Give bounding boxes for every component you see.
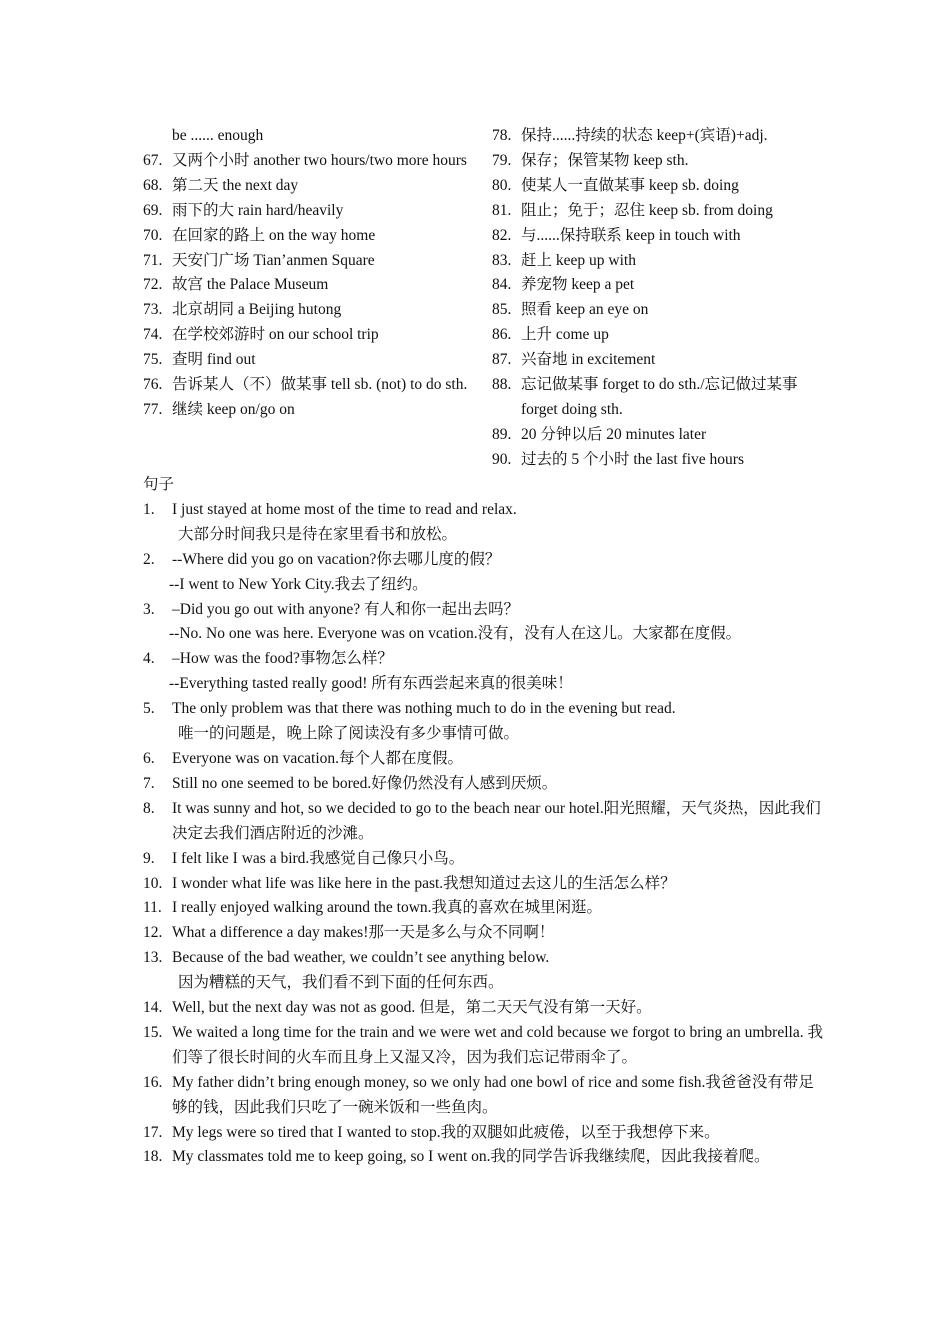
item-number: 85.: [492, 301, 512, 319]
vocabulary-item: [492, 348, 823, 373]
sentence-text: I really enjoyed walking around the town.我真的喜欢在城里闲逛。: [172, 899, 603, 917]
sentence-text: Everyone was on vacation.每个人都在度假。: [172, 749, 463, 767]
item-number: 77.: [143, 400, 163, 418]
item-text: 继续 keep on/go on: [172, 400, 295, 418]
sentence-item: [143, 647, 823, 672]
sentence-item: [143, 1121, 823, 1146]
sentence-number: 8.: [143, 799, 155, 817]
item-number: 67.: [143, 151, 163, 169]
vocabulary-item: [492, 448, 823, 473]
sentence-item: [143, 1145, 823, 1170]
sentence-text: My legs were so tired that I wanted to stop.我的双腿如此疲倦，以至于我想停下来。: [172, 1123, 720, 1141]
sentences-section: [143, 473, 823, 1170]
sentences-heading: 句子: [143, 476, 175, 493]
vocabulary-item: [143, 224, 492, 249]
sentence-text: The only problem was that there was nothing much to do in the evening but read.: [172, 700, 676, 718]
item-number: 71.: [143, 251, 163, 269]
vocabulary-right-column: [492, 124, 823, 473]
sentence-translation: 唯一的问题是，晚上除了阅读没有多少事情可做。: [178, 725, 520, 743]
item-text: 在学校郊游时 on our school trip: [172, 326, 379, 344]
item-text: 赶上 keep up with: [521, 251, 636, 269]
sentence-item: [143, 598, 823, 623]
vocabulary-item: [143, 249, 492, 274]
item-text: 又两个小时 another two hours/two more hours: [172, 151, 467, 169]
sentence-number: 2.: [143, 550, 155, 568]
sentence-item: [143, 747, 823, 772]
sentence-number: 4.: [143, 650, 155, 668]
item-text: 过去的 5 个小时 the last five hours: [521, 450, 745, 468]
item-text: 阻止；免于；忍住 keep sb. from doing: [521, 201, 773, 219]
sentence-number: 14.: [143, 999, 163, 1017]
sentence-item: [143, 498, 823, 523]
sentence-text: My father didn’t bring enough money, so we only had one bowl of rice and some fish.我爸爸没有带足够的钱，因此我们只吃了一碗米饭和一些鱼肉。: [172, 1073, 814, 1116]
sentence-item: [143, 797, 823, 847]
item-number: 80.: [492, 176, 512, 194]
vocabulary-left-column: [143, 124, 492, 473]
vocabulary-item: [492, 249, 823, 274]
sentence-number: 7.: [143, 774, 155, 792]
sentence-text: –Did you go out with anyone? 有人和你一起出去吗？: [172, 600, 520, 618]
item-text: 告诉某人（不）做某事 tell sb. (not) to do sth.: [172, 376, 468, 394]
vocabulary-item: [143, 398, 492, 423]
sentence-text: Well, but the next day was not as good. 但是，第二天天气没有第一天好。: [172, 999, 652, 1017]
item-number: 89.: [492, 425, 512, 443]
vocabulary-item: [492, 174, 823, 199]
item-number: 81.: [492, 201, 512, 219]
sentence-text: What a difference a day makes!那一天是多么与众不同啊！: [172, 924, 555, 942]
item-number: 84.: [492, 276, 512, 294]
item-text: 保持......持续的状态 keep+(宾语)+adj.: [521, 127, 768, 144]
item-text: 查明 find out: [172, 351, 256, 369]
item-text: 上升 come up: [521, 326, 609, 344]
sentence-number: 10.: [143, 874, 163, 892]
item-text: 使某人一直做某事 keep sb. doing: [521, 176, 739, 194]
vocabulary-item: [492, 298, 823, 323]
item-text: 北京胡同 a Beijing hutong: [172, 301, 342, 319]
vocabulary-item: [492, 224, 823, 249]
item-number: 72.: [143, 276, 163, 294]
sentence-number: 5.: [143, 700, 155, 718]
sentence-text: We waited a long time for the train and we were wet and cold because we forgot to bring an umbrella. 我们等了很长时间的火车而且身上又湿又冷，因为我们忘记带雨伞了。: [172, 1023, 823, 1066]
item-number: 82.: [492, 226, 512, 244]
item-text: 雨下的大 rain hard/heavily: [172, 201, 344, 219]
item-number: 74.: [143, 326, 163, 344]
sentence-item: [143, 896, 823, 921]
sentence-text: –How was the food?事物怎么样？: [172, 650, 393, 668]
item-text: 养宠物 keep a pet: [521, 276, 635, 294]
sentence-number: 6.: [143, 749, 155, 767]
sentence-item: [143, 872, 823, 897]
sentence-text: Still no one seemed to be bored.好像仍然没有人感到厌烦。: [172, 774, 558, 792]
sentence-item: [143, 921, 823, 946]
sentence-text: --Where did you go on vacation?你去哪儿度的假？: [172, 550, 501, 568]
item-text: 天安门广场 Tian’anmen Square: [172, 251, 375, 269]
dialogue-reply: --I went to New York City.我去了纽约。: [169, 575, 428, 593]
item-text: 照看 keep an eye on: [521, 301, 649, 319]
item-number: 76.: [143, 376, 163, 394]
vocabulary-item: [143, 298, 492, 323]
item-number: 87.: [492, 351, 512, 369]
sentence-text: I felt like I was a bird.我感觉自己像只小鸟。: [172, 849, 465, 867]
sentence-number: 17.: [143, 1123, 163, 1141]
vocabulary-item: [492, 373, 823, 423]
sentence-translation: 因为糟糕的天气，我们看不到下面的任何东西。: [178, 974, 504, 992]
item-number: 83.: [492, 251, 512, 269]
vocabulary-item: [143, 199, 492, 224]
vocabulary-item: [492, 323, 823, 348]
vocabulary-item: [143, 373, 492, 398]
item-text: 20 分钟以后 20 minutes later: [521, 425, 707, 443]
sentence-number: 18.: [143, 1148, 163, 1166]
item-number: 90.: [492, 450, 512, 468]
vocabulary-item: [143, 323, 492, 348]
sentence-number: 3.: [143, 600, 155, 618]
vocabulary-item: [492, 273, 823, 298]
item-number: 69.: [143, 201, 163, 219]
vocabulary-item: [492, 199, 823, 224]
vocabulary-item: [492, 124, 823, 149]
sentence-text: It was sunny and hot, so we decided to go to the beach near our hotel.阳光照耀，天气炎热，因此我们决定去我们酒店附近的沙滩。: [172, 799, 821, 842]
vocabulary-item: [143, 273, 492, 298]
vocabulary-list: [143, 124, 823, 473]
item-number: 73.: [143, 301, 163, 319]
sentence-number: 1.: [143, 500, 155, 518]
vocabulary-continuation: be ...... enough: [172, 127, 264, 144]
item-number: 86.: [492, 326, 512, 344]
item-text: 忘记做某事 forget to do sth./忘记做过某事 forget doing sth.: [521, 376, 798, 418]
vocabulary-item: [492, 149, 823, 174]
vocabulary-item: [492, 423, 823, 448]
sentence-item: [143, 1071, 823, 1121]
sentence-item: [143, 697, 823, 722]
item-text: 兴奋地 in excitement: [521, 351, 656, 369]
sentence-number: 9.: [143, 849, 155, 867]
vocabulary-item: [143, 348, 492, 373]
sentence-item: [143, 946, 823, 971]
sentence-item: [143, 996, 823, 1021]
sentence-text: I wonder what life was like here in the past.我想知道过去这儿的生活怎么样？: [172, 874, 676, 892]
sentence-text: I just stayed at home most of the time to read and relax.: [172, 500, 517, 518]
item-text: 第二天 the next day: [172, 176, 299, 194]
item-text: 保存；保管某物 keep sth.: [521, 151, 689, 169]
item-number: 79.: [492, 151, 512, 169]
item-number: 88.: [492, 376, 512, 394]
sentence-item: [143, 847, 823, 872]
item-text: 故宫 the Palace Museum: [172, 276, 329, 294]
item-number: 78.: [492, 127, 512, 144]
item-text: 在回家的路上 on the way home: [172, 226, 376, 244]
dialogue-reply: --Everything tasted really good! 所有东西尝起来真的很美味！: [169, 675, 573, 693]
item-number: 68.: [143, 176, 163, 194]
dialogue-reply: --No. No one was here. Everyone was on vcation.没有，没有人在这儿。大家都在度假。: [169, 625, 742, 643]
sentence-item: [143, 1021, 823, 1071]
sentence-item: [143, 548, 823, 573]
sentence-text: Because of the bad weather, we couldn’t see anything below.: [172, 949, 550, 967]
vocabulary-item: [143, 149, 492, 174]
sentence-number: 13.: [143, 949, 163, 967]
sentence-translation: 大部分时间我只是待在家里看书和放松。: [178, 525, 458, 543]
sentence-number: 16.: [143, 1073, 163, 1091]
item-text: 与......保持联系 keep in touch with: [521, 226, 741, 244]
item-number: 70.: [143, 226, 163, 244]
sentence-item: [143, 772, 823, 797]
vocabulary-item: [143, 174, 492, 199]
sentence-number: 12.: [143, 924, 163, 942]
sentence-number: 15.: [143, 1023, 163, 1041]
sentence-text: My classmates told me to keep going, so I went on.我的同学告诉我继续爬，因此我接着爬。: [172, 1148, 770, 1166]
item-number: 75.: [143, 351, 163, 369]
sentence-number: 11.: [143, 899, 162, 917]
